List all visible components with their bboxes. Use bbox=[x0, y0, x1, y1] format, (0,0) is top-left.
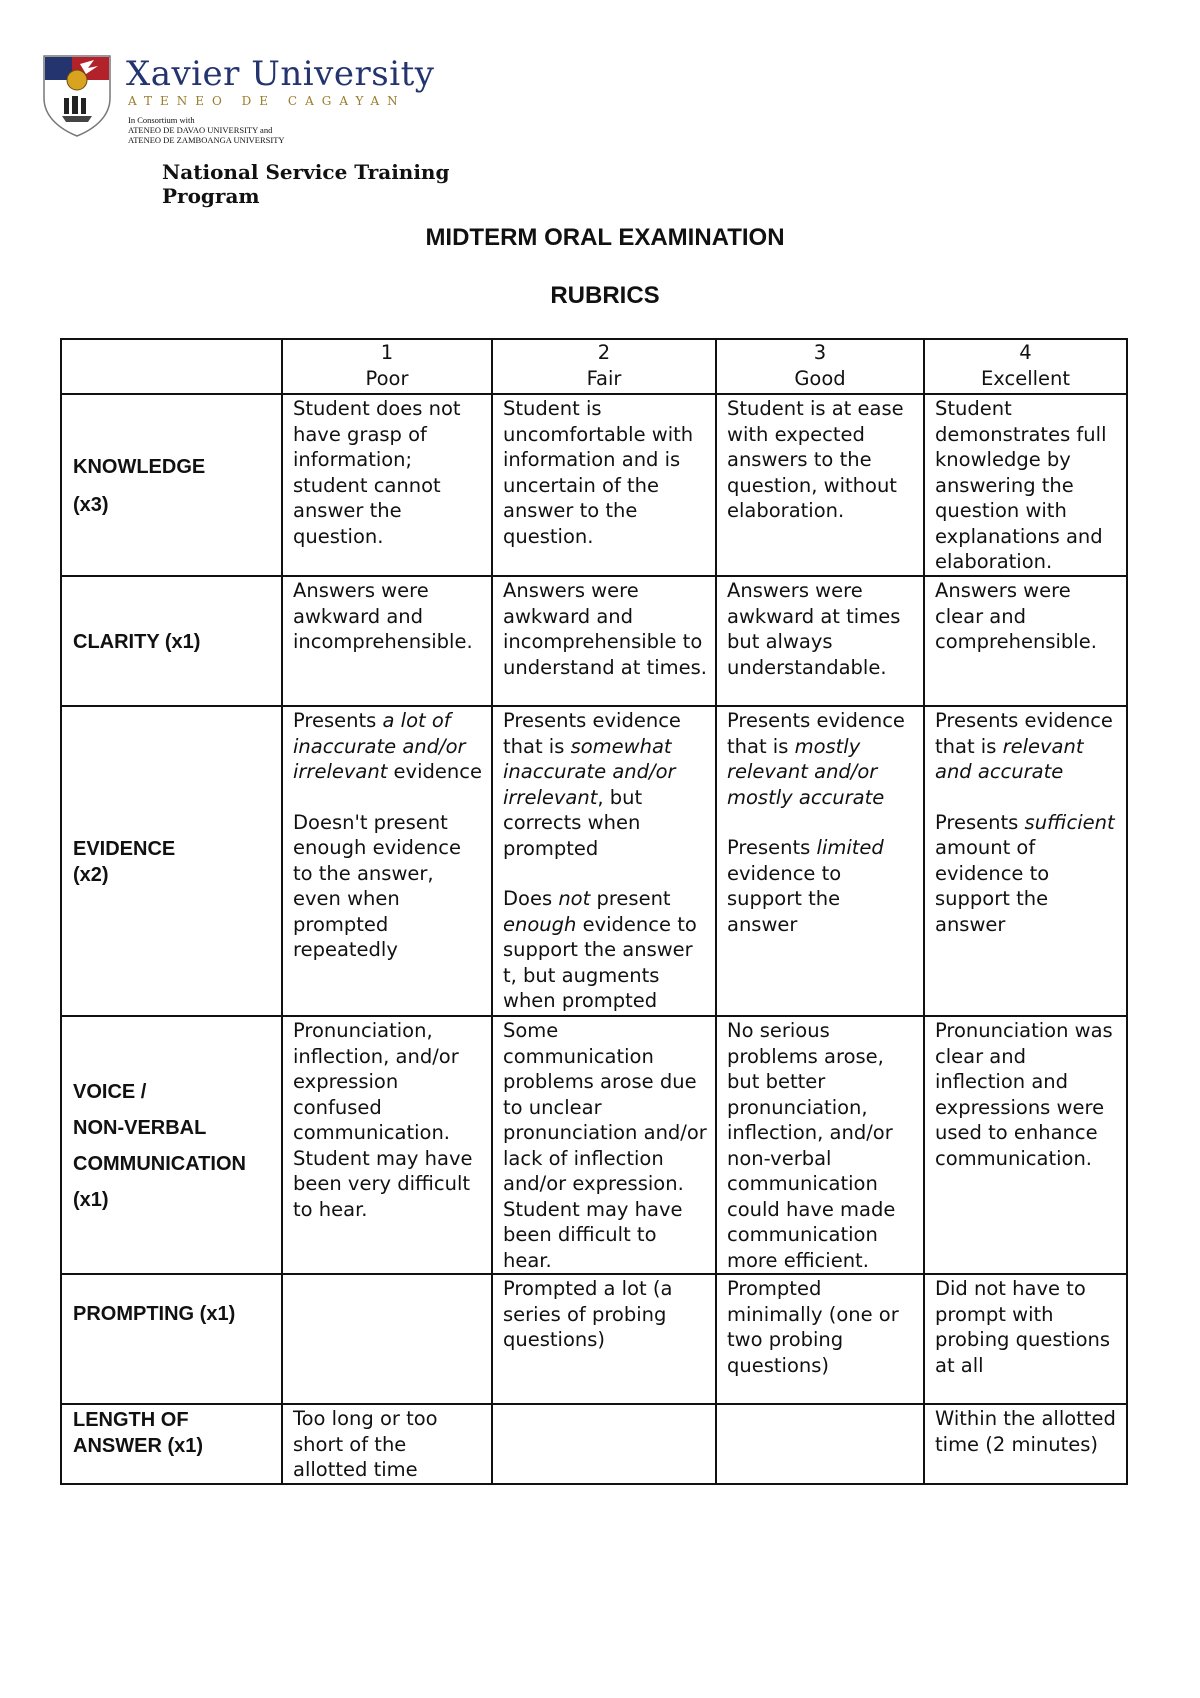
cell-emphasis: somewhat inaccurate and/or irrelevant bbox=[503, 734, 676, 809]
criterion-label bbox=[61, 1016, 282, 1274]
program-name bbox=[162, 160, 482, 208]
university-logo bbox=[42, 54, 435, 146]
level-score: 1 bbox=[380, 341, 394, 364]
cell-text: evidence to support the answer bbox=[727, 861, 842, 936]
rubric-cell: Student is at ease with expected answers to the question, without elaboration. bbox=[716, 394, 924, 576]
level-score: 3 bbox=[813, 341, 827, 364]
level-score: 4 bbox=[1019, 341, 1032, 364]
criterion-name: KNOWLEDGE bbox=[73, 455, 206, 478]
cell-text: Presents evidence that is bbox=[935, 709, 1113, 758]
cell-text: evidence bbox=[387, 760, 482, 783]
rubric-cell: Student does not have grasp of information; student cannot answer the question. bbox=[282, 394, 492, 576]
consortium-note bbox=[128, 115, 285, 145]
criterion-weight: (x2) bbox=[73, 863, 109, 886]
level-label: Fair bbox=[586, 367, 622, 390]
rubric-cell: Answers were awkward at times but always understandable. bbox=[716, 576, 924, 706]
consortium-line: In Consortium with bbox=[128, 115, 195, 125]
level-label: Excellent bbox=[980, 367, 1071, 390]
cell-text: Presents bbox=[727, 836, 817, 859]
criterion-label: CLARITY (x1) bbox=[61, 576, 282, 706]
criterion-row-evidence bbox=[61, 706, 1127, 1016]
criterion-row-prompting bbox=[61, 1274, 1127, 1404]
rubric-cell bbox=[924, 706, 1127, 1016]
rubric-table bbox=[60, 338, 1128, 1485]
level-header bbox=[716, 339, 924, 394]
cell-text: Presents bbox=[293, 709, 383, 732]
consortium-line: ATENEO DE DAVAO UNIVERSITY and bbox=[128, 125, 273, 135]
criterion-weight: (x1) bbox=[73, 1188, 109, 1211]
rubric-cell bbox=[282, 1274, 492, 1404]
rubric-cell: Some communication problems arose due to unclear pronunciation and/or lack of inflection and/or expression. Student may have been difficult to hear. bbox=[492, 1016, 716, 1274]
rubric-cell: Prompted a lot (a series of probing questions) bbox=[492, 1274, 716, 1404]
university-crest-icon bbox=[42, 54, 112, 138]
university-subtitle: ATENEO DE CAGAYAN bbox=[128, 94, 406, 108]
criterion-name: COMMUNICATION bbox=[73, 1152, 246, 1175]
cell-emphasis: sufficient bbox=[1024, 810, 1115, 834]
criterion-name: NON-VERBAL bbox=[73, 1116, 207, 1139]
rubric-cell bbox=[492, 1404, 716, 1484]
cell-text: Doesn't present enough evidence to the answer, even when prompted repeatedly bbox=[293, 810, 461, 961]
criterion-label bbox=[61, 706, 282, 1016]
level-header bbox=[492, 339, 716, 394]
cell-emphasis: a lot of inaccurate and/or irrelevant bbox=[293, 709, 466, 783]
rubric-cell: Did not have to prompt with probing questions at all bbox=[924, 1274, 1127, 1404]
level-score: 2 bbox=[597, 341, 611, 364]
criterion-name: LENGTH OF bbox=[73, 1409, 189, 1431]
cell-text: amount of evidence to support the answer bbox=[935, 836, 1050, 936]
rubric-cell: Prompted minimally (one or two probing questions) bbox=[716, 1274, 924, 1404]
criterion-label bbox=[61, 1404, 282, 1484]
level-header bbox=[924, 339, 1127, 394]
document-title: MIDTERM ORAL EXAMINATION bbox=[425, 224, 785, 251]
rubric-cell: Too long or too short of the allotted time bbox=[282, 1404, 492, 1484]
consortium-line: ATENEO DE ZAMBOANGA UNIVERSITY bbox=[128, 135, 285, 145]
rubric-cell bbox=[492, 706, 716, 1016]
criterion-row-knowledge bbox=[61, 394, 1127, 576]
rubric-cell bbox=[282, 706, 492, 1016]
cell-emphasis: not bbox=[558, 887, 591, 910]
program-line: Program bbox=[162, 184, 260, 208]
criterion-row-voice bbox=[61, 1016, 1127, 1274]
document-subtitle: RUBRICS bbox=[550, 282, 660, 309]
corner-cell bbox=[61, 339, 282, 394]
criterion-label: PROMPTING (x1) bbox=[61, 1274, 282, 1404]
level-label: Poor bbox=[365, 367, 409, 390]
header-row bbox=[61, 339, 1127, 394]
cell-text: , but corrects when prompted bbox=[503, 785, 643, 860]
rubric-cell: Answers were awkward and incomprehensible to understand at times. bbox=[492, 576, 716, 706]
cell-text: Presents evidence that is bbox=[727, 709, 905, 758]
rubric-cell: Student is uncomfortable with information and is uncertain of the answer to the question. bbox=[492, 394, 716, 576]
program-line: National Service Training bbox=[162, 160, 450, 184]
cell-emphasis: limited bbox=[816, 836, 884, 859]
cell-emphasis: relevant and accurate bbox=[935, 734, 1084, 783]
rubric-cell: Pronunciation, inflection, and/or expression confused communication. Student may have been very difficult to hear. bbox=[282, 1016, 492, 1274]
criterion-name: VOICE / bbox=[73, 1080, 147, 1103]
cell-text: Presents evidence that is bbox=[503, 709, 681, 758]
criterion-row-length bbox=[61, 1404, 1127, 1484]
rubric-cell: Answers were awkward and incomprehensible. bbox=[282, 576, 492, 706]
criterion-row-clarity bbox=[61, 576, 1127, 706]
rubric-cell: Answers were clear and comprehensible. bbox=[924, 576, 1127, 706]
cell-text: present bbox=[590, 887, 671, 910]
cell-emphasis: enough bbox=[503, 912, 577, 936]
rubric-cell bbox=[716, 706, 924, 1016]
rubric-cell: No serious problems arose, but better pronunciation, inflection, and/or non-verbal communication could have made communication more efficient. bbox=[716, 1016, 924, 1274]
cell-emphasis: mostly relevant and/or mostly accurate bbox=[727, 734, 885, 809]
cell-text: Presents bbox=[935, 810, 1025, 834]
rubric-cell: Student demonstrates full knowledge by answering the question with explanations and elaboration. bbox=[924, 394, 1127, 576]
university-name: Xavier University bbox=[126, 54, 435, 94]
rubric-cell bbox=[716, 1404, 924, 1484]
level-header bbox=[282, 339, 492, 394]
criterion-name: EVIDENCE bbox=[73, 837, 176, 860]
cell-text: evidence to support the answer t, but augments when prompted bbox=[503, 912, 697, 1012]
cell-text: Does bbox=[503, 887, 559, 910]
criterion-weight: (x3) bbox=[73, 493, 109, 516]
rubric-cell: Within the allotted time (2 minutes) bbox=[924, 1404, 1127, 1484]
rubric-cell: Pronunciation was clear and inflection and expressions were used to enhance communication. bbox=[924, 1016, 1127, 1274]
level-label: Good bbox=[794, 367, 846, 390]
criterion-label bbox=[61, 394, 282, 576]
criterion-name: ANSWER (x1) bbox=[73, 1435, 204, 1457]
